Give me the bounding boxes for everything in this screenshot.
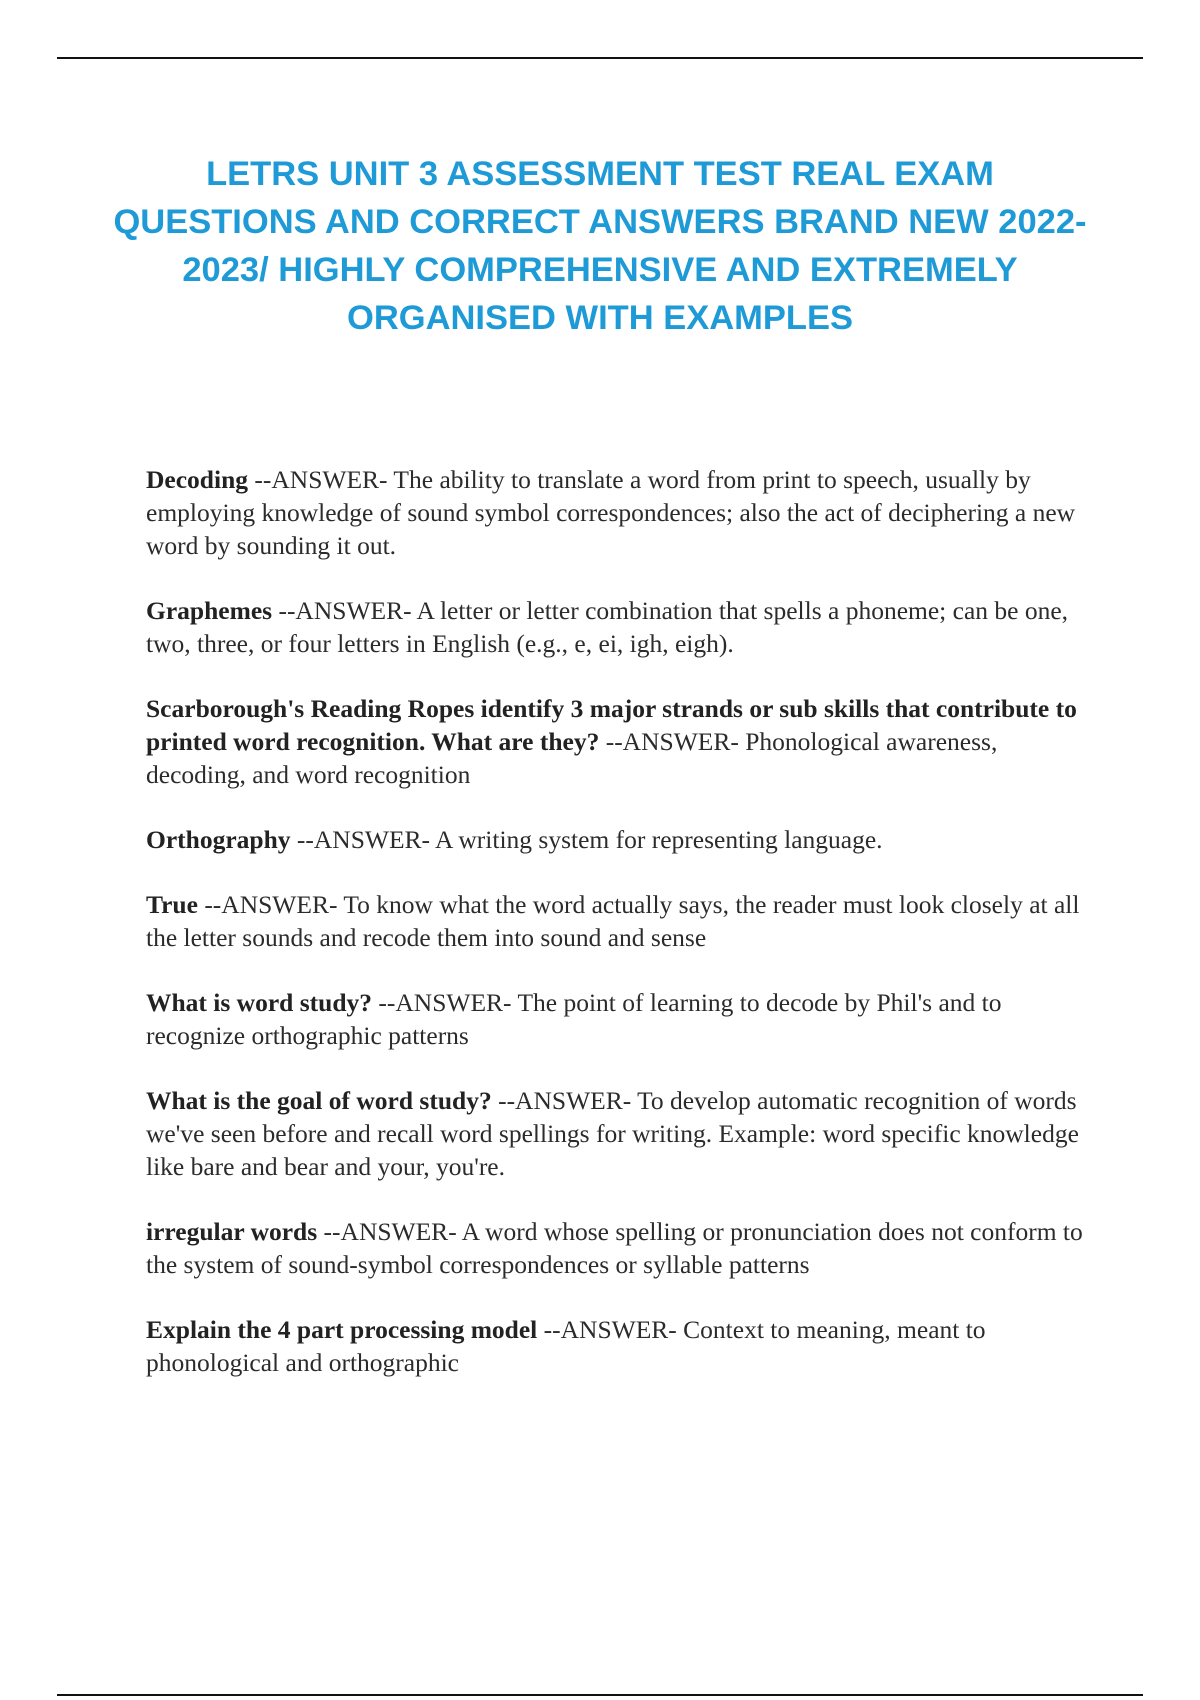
question-text: Orthography: [146, 825, 291, 854]
answer-text: --ANSWER- A writing system for representing language.: [290, 825, 883, 854]
answer-text: --ANSWER- A letter or letter combination that spells a phoneme; can be one, two, three, or four letters in English (e.g., e, ei, igh, eigh).: [146, 596, 1069, 658]
qa-item: [146, 692, 1096, 791]
answer-text: --ANSWER- A word whose spelling or pronunciation does not conform to the system of sound-symbol correspondences or syllable patterns: [146, 1217, 1083, 1279]
qa-item: [146, 1215, 1096, 1281]
document-title: LETRS UNIT 3 ASSESSMENT TEST REAL EXAM QUESTIONS AND CORRECT ANSWERS BRAND NEW 2022-2023/ HIGHLY COMPREHENSIVE AND EXTREMELY ORGANISED WITH EXAMPLES: [113, 155, 1087, 337]
qa-item: [146, 823, 1096, 856]
bottom-rule: [57, 1694, 1143, 1696]
top-rule: [57, 57, 1143, 59]
question-text: Decoding: [146, 465, 248, 494]
answer-text: --ANSWER- Phonological awareness, decoding, and word recognition: [146, 727, 998, 789]
qa-list: [146, 463, 1096, 1411]
qa-item: [146, 986, 1096, 1052]
answer-text: --ANSWER- The point of learning to decode by Phil's and to recognize orthographic patterns: [146, 988, 1002, 1050]
question-text: What is the goal of word study?: [146, 1086, 492, 1115]
qa-item: [146, 594, 1096, 660]
qa-item: [146, 1313, 1096, 1379]
qa-item: [146, 463, 1096, 562]
qa-item: [146, 1084, 1096, 1183]
answer-text: --ANSWER- To develop automatic recognition of words we've seen before and recall word spellings for writing. Example: word specific knowledge like bare and bear and your, you're.: [146, 1086, 1079, 1181]
answer-text: --ANSWER- Context to meaning, meant to phonological and orthographic: [146, 1315, 986, 1377]
question-text: What is word study?: [146, 988, 373, 1017]
answer-text: --ANSWER- The ability to translate a word from print to speech, usually by employing knowledge of sound symbol correspondences; also the act of deciphering a new word by sounding it out.: [146, 465, 1076, 560]
question-text: Explain the 4 part processing model: [146, 1315, 538, 1344]
question-text: irregular words: [146, 1217, 318, 1246]
question-text: Scarborough's Reading Ropes identify 3 major strands or sub skills that contribute to printed word recognition. What are they?: [146, 694, 1077, 756]
qa-item: [146, 888, 1096, 954]
answer-text: --ANSWER- To know what the word actually says, the reader must look closely at all the letter sounds and recode them into sound and sense: [146, 890, 1080, 952]
question-text: True: [146, 890, 198, 919]
question-text: Graphemes: [146, 596, 273, 625]
